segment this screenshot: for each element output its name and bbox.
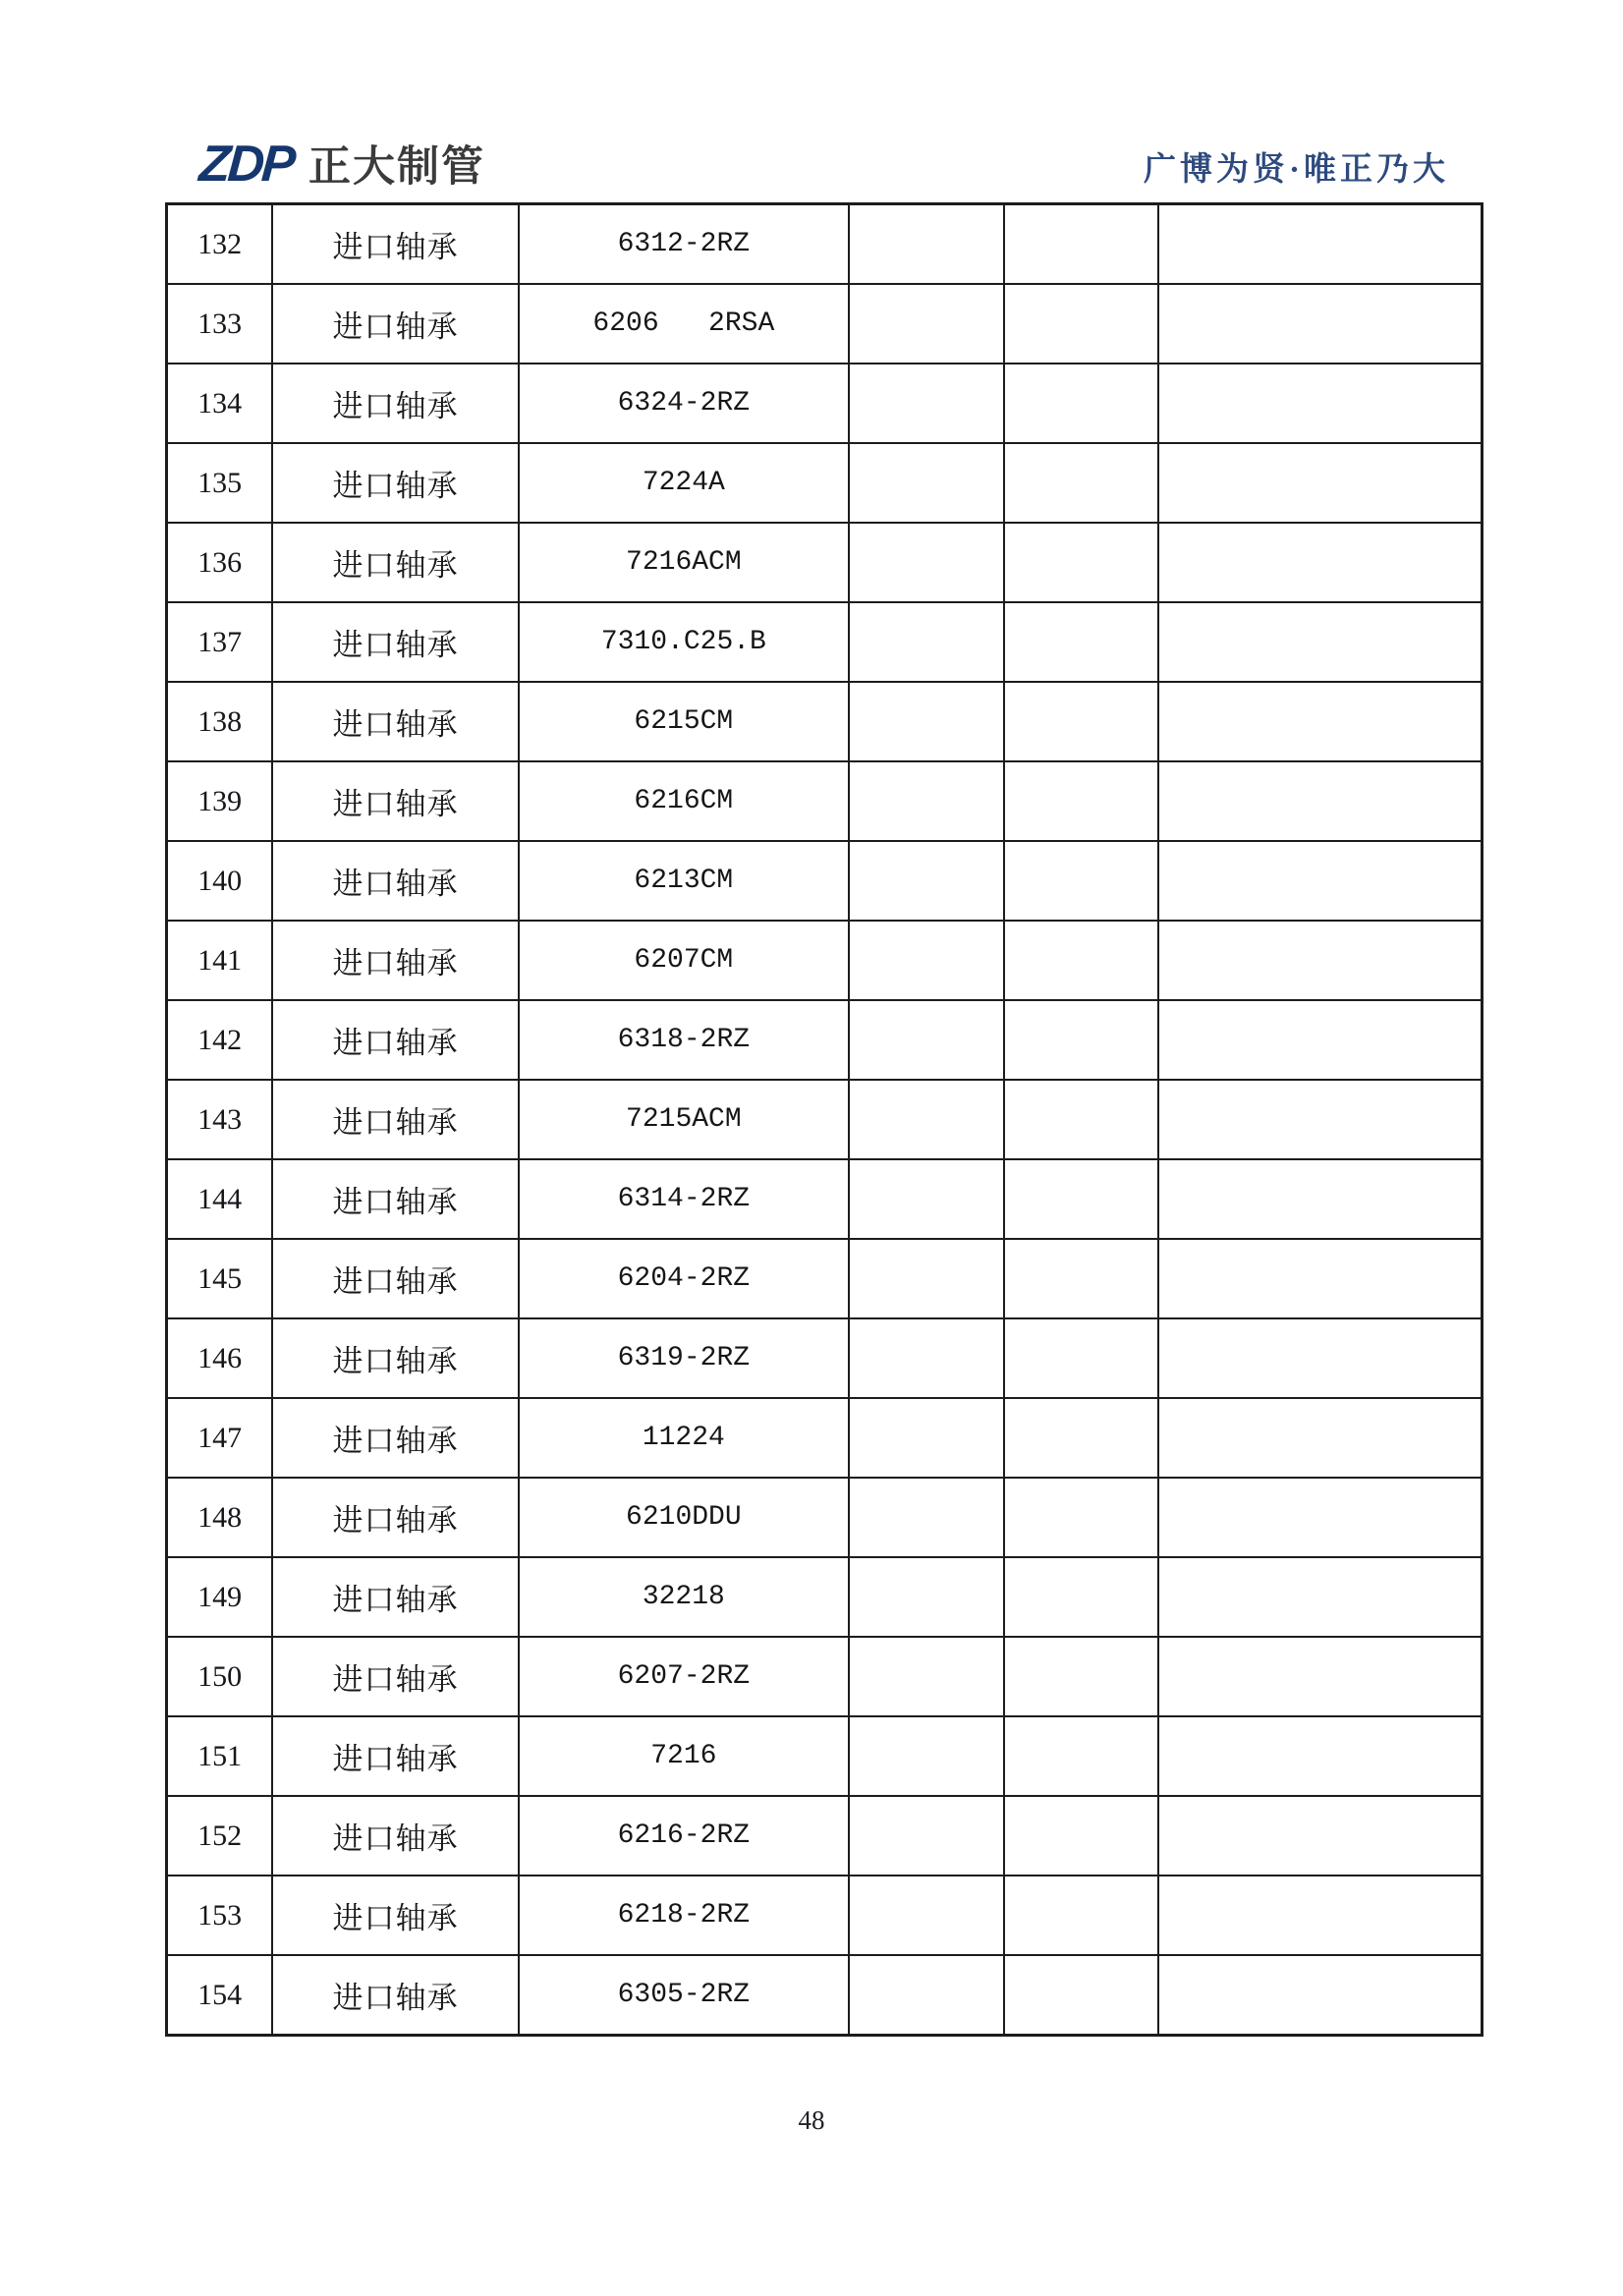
empty-cell-1 (849, 1000, 1004, 1080)
row-number-cell: 144 (167, 1159, 273, 1239)
empty-cell-2 (1004, 761, 1159, 841)
category-cell: 进口轴承 (272, 761, 518, 841)
empty-cell-2 (1004, 284, 1159, 364)
table-row (167, 1796, 1483, 1876)
empty-cell-1 (849, 284, 1004, 364)
category-cell: 进口轴承 (272, 1478, 518, 1557)
empty-cell-3 (1158, 682, 1482, 761)
model-cell: 6324-2RZ (519, 364, 849, 443)
row-number-cell: 140 (167, 841, 273, 921)
category-cell: 进口轴承 (272, 921, 518, 1000)
model-cell: 6305-2RZ (519, 1955, 849, 2036)
row-number-cell: 147 (167, 1398, 273, 1478)
table-row (167, 1876, 1483, 1955)
model-cell: 6218-2RZ (519, 1876, 849, 1955)
row-number-cell: 142 (167, 1000, 273, 1080)
model-cell: 6204-2RZ (519, 1239, 849, 1318)
category-cell: 进口轴承 (272, 841, 518, 921)
row-number-cell: 135 (167, 443, 273, 523)
empty-cell-3 (1158, 1716, 1482, 1796)
empty-cell-3 (1158, 523, 1482, 602)
table-row (167, 1398, 1483, 1478)
category-cell: 进口轴承 (272, 523, 518, 602)
empty-cell-2 (1004, 841, 1159, 921)
table-row (167, 364, 1483, 443)
empty-cell-1 (849, 1557, 1004, 1637)
category-cell: 进口轴承 (272, 364, 518, 443)
empty-cell-3 (1158, 1955, 1482, 2036)
empty-cell-1 (849, 523, 1004, 602)
category-cell: 进口轴承 (272, 1796, 518, 1876)
category-cell: 进口轴承 (272, 1557, 518, 1637)
row-number-cell: 141 (167, 921, 273, 1000)
category-cell: 进口轴承 (272, 1239, 518, 1318)
empty-cell-2 (1004, 921, 1159, 1000)
empty-cell-2 (1004, 443, 1159, 523)
row-number-cell: 154 (167, 1955, 273, 2036)
table-row (167, 443, 1483, 523)
table-row (167, 1557, 1483, 1637)
empty-cell-1 (849, 682, 1004, 761)
row-number-cell: 138 (167, 682, 273, 761)
model-cell: 6312-2RZ (519, 204, 849, 285)
empty-cell-1 (849, 1637, 1004, 1716)
empty-cell-2 (1004, 1637, 1159, 1716)
model-cell: 6318-2RZ (519, 1000, 849, 1080)
row-number-cell: 151 (167, 1716, 273, 1796)
empty-cell-1 (849, 1318, 1004, 1398)
empty-cell-3 (1158, 1796, 1482, 1876)
empty-cell-3 (1158, 1478, 1482, 1557)
category-cell: 进口轴承 (272, 602, 518, 682)
page-number: 48 (798, 2105, 825, 2135)
table-row (167, 761, 1483, 841)
empty-cell-3 (1158, 1318, 1482, 1398)
empty-cell-2 (1004, 364, 1159, 443)
table-row (167, 1000, 1483, 1080)
model-cell: 6210DDU (519, 1478, 849, 1557)
row-number-cell: 149 (167, 1557, 273, 1637)
category-cell: 进口轴承 (272, 204, 518, 285)
model-cell: 7215ACM (519, 1080, 849, 1159)
empty-cell-2 (1004, 682, 1159, 761)
empty-cell-2 (1004, 1955, 1159, 2036)
category-cell: 进口轴承 (272, 1159, 518, 1239)
empty-cell-3 (1158, 204, 1482, 285)
empty-cell-2 (1004, 523, 1159, 602)
empty-cell-1 (849, 1716, 1004, 1796)
empty-cell-1 (849, 1876, 1004, 1955)
model-cell: 6206 2RSA (519, 284, 849, 364)
empty-cell-1 (849, 841, 1004, 921)
empty-cell-2 (1004, 1478, 1159, 1557)
zdp-logo-icon: ZDP (196, 136, 296, 193)
empty-cell-1 (849, 1955, 1004, 2036)
table-row (167, 602, 1483, 682)
empty-cell-2 (1004, 1318, 1159, 1398)
model-cell: 6215CM (519, 682, 849, 761)
table-row (167, 284, 1483, 364)
model-cell: 6207CM (519, 921, 849, 1000)
empty-cell-3 (1158, 443, 1482, 523)
row-number-cell: 137 (167, 602, 273, 682)
empty-cell-1 (849, 1796, 1004, 1876)
empty-cell-3 (1158, 1159, 1482, 1239)
model-cell: 6213CM (519, 841, 849, 921)
row-number-cell: 136 (167, 523, 273, 602)
table-row (167, 1716, 1483, 1796)
empty-cell-1 (849, 1398, 1004, 1478)
table-row (167, 1955, 1483, 2036)
empty-cell-1 (849, 1159, 1004, 1239)
row-number-cell: 148 (167, 1478, 273, 1557)
category-cell: 进口轴承 (272, 284, 518, 364)
table-row (167, 921, 1483, 1000)
empty-cell-2 (1004, 1080, 1159, 1159)
category-cell: 进口轴承 (272, 1955, 518, 2036)
model-cell: 6216CM (519, 761, 849, 841)
row-number-cell: 145 (167, 1239, 273, 1318)
table-row (167, 682, 1483, 761)
empty-cell-2 (1004, 1716, 1159, 1796)
table-row (167, 1318, 1483, 1398)
model-cell: 7216ACM (519, 523, 849, 602)
category-cell: 进口轴承 (272, 1398, 518, 1478)
model-cell: 11224 (519, 1398, 849, 1478)
empty-cell-1 (849, 443, 1004, 523)
empty-cell-3 (1158, 921, 1482, 1000)
empty-cell-2 (1004, 1000, 1159, 1080)
row-number-cell: 153 (167, 1876, 273, 1955)
model-cell: 6314-2RZ (519, 1159, 849, 1239)
empty-cell-3 (1158, 761, 1482, 841)
table-row (167, 204, 1483, 285)
model-cell: 32218 (519, 1557, 849, 1637)
table-row (167, 1478, 1483, 1557)
empty-cell-2 (1004, 204, 1159, 285)
empty-cell-1 (849, 602, 1004, 682)
empty-cell-3 (1158, 841, 1482, 921)
table-row (167, 841, 1483, 921)
row-number-cell: 139 (167, 761, 273, 841)
table-row (167, 1080, 1483, 1159)
empty-cell-1 (849, 1080, 1004, 1159)
category-cell: 进口轴承 (272, 1318, 518, 1398)
row-number-cell: 133 (167, 284, 273, 364)
row-number-cell: 150 (167, 1637, 273, 1716)
model-cell: 6319-2RZ (519, 1318, 849, 1398)
category-cell: 进口轴承 (272, 1000, 518, 1080)
parts-table (165, 202, 1483, 2037)
empty-cell-3 (1158, 1557, 1482, 1637)
empty-cell-3 (1158, 1637, 1482, 1716)
table-row (167, 1239, 1483, 1318)
row-number-cell: 146 (167, 1318, 273, 1398)
company-name: 正大制管 (308, 144, 485, 191)
table-row (167, 1637, 1483, 1716)
row-number-cell: 132 (167, 204, 273, 285)
category-cell: 进口轴承 (272, 1637, 518, 1716)
empty-cell-3 (1158, 1876, 1482, 1955)
category-cell: 进口轴承 (272, 1080, 518, 1159)
model-cell: 6216-2RZ (519, 1796, 849, 1876)
category-cell: 进口轴承 (272, 1876, 518, 1955)
model-cell: 6207-2RZ (519, 1637, 849, 1716)
empty-cell-2 (1004, 1796, 1159, 1876)
empty-cell-2 (1004, 1239, 1159, 1318)
empty-cell-2 (1004, 1159, 1159, 1239)
empty-cell-2 (1004, 602, 1159, 682)
company-slogan: 广博为贤·唯正乃大 (1144, 152, 1450, 188)
category-cell: 进口轴承 (272, 443, 518, 523)
empty-cell-1 (849, 204, 1004, 285)
row-number-cell: 134 (167, 364, 273, 443)
empty-cell-3 (1158, 284, 1482, 364)
company-logo (196, 134, 485, 194)
empty-cell-2 (1004, 1876, 1159, 1955)
category-cell: 进口轴承 (272, 1716, 518, 1796)
empty-cell-1 (849, 1478, 1004, 1557)
empty-cell-2 (1004, 1398, 1159, 1478)
model-cell: 7216 (519, 1716, 849, 1796)
empty-cell-3 (1158, 1080, 1482, 1159)
empty-cell-1 (849, 921, 1004, 1000)
row-number-cell: 143 (167, 1080, 273, 1159)
row-number-cell: 152 (167, 1796, 273, 1876)
empty-cell-2 (1004, 1557, 1159, 1637)
empty-cell-3 (1158, 1239, 1482, 1318)
empty-cell-3 (1158, 1000, 1482, 1080)
empty-cell-3 (1158, 602, 1482, 682)
model-cell: 7310.C25.B (519, 602, 849, 682)
table-row (167, 523, 1483, 602)
empty-cell-1 (849, 1239, 1004, 1318)
empty-cell-3 (1158, 1398, 1482, 1478)
empty-cell-1 (849, 761, 1004, 841)
model-cell: 7224A (519, 443, 849, 523)
category-cell: 进口轴承 (272, 682, 518, 761)
table-row (167, 1159, 1483, 1239)
empty-cell-1 (849, 364, 1004, 443)
parts-table-container (165, 202, 1483, 2037)
empty-cell-3 (1158, 364, 1482, 443)
